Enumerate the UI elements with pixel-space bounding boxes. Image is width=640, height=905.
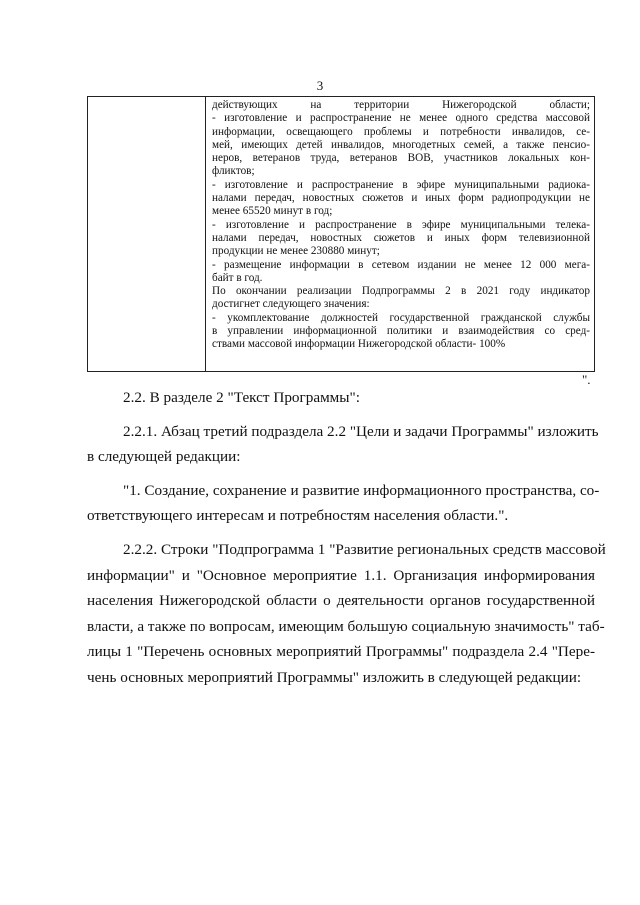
table-cell-line: - изготовление и распространение не менее одного средства массовой (212, 112, 590, 125)
paragraph-line: населения Нижегородской области о деятельности органов государственной (87, 592, 595, 610)
paragraph-line: ответствующего интересам и потребностям населения области.". (87, 507, 509, 525)
closing-quote: ". (582, 372, 591, 387)
table-cell-line: продукции не менее 230880 минут; (212, 245, 380, 258)
page-number: 3 (316, 78, 324, 93)
paragraph-line: 2.2.2. Строки "Подпрограмма 1 "Развитие региональных средств массовой (123, 540, 606, 558)
paragraph-line: лицы 1 "Перечень основных мероприятий Программы" подраздела 2.4 "Пере- (87, 643, 595, 661)
paragraph-quote (87, 478, 600, 529)
table-cell-line: в управлении информационной политики и взаимодействия со сред- (212, 325, 590, 338)
table-cell-line: информации, освещающего проблемы и потребности инвалидов, се- (212, 125, 590, 138)
table-cell-line: мей, имеющих детей инвалидов, многодетных семей, а также пенсио- (212, 138, 590, 151)
table-cell-line: налами передач, новостных сюжетов и иных форм телевизионной (212, 231, 590, 244)
paragraph-line: чень основных мероприятий Программы" изложить в следующей редакции: (87, 668, 582, 686)
table-cell-line: действующих на территории Нижегородской области; (212, 99, 590, 111)
document-body (87, 385, 606, 691)
paragraph-2-2-2 (87, 537, 606, 691)
table-cell-line: байт в год. (212, 271, 263, 284)
paragraph-line: власти, а также по вопросам, имеющим большую социальную значимость" таб- (87, 617, 605, 635)
table-cell-line: фликтов; (212, 165, 255, 178)
table-cell-line: По окончании реализации Подпрограммы 2 в 2021 году индикатор (212, 285, 590, 298)
table-cell-line: - изготовление и распространение в эфире муниципальными радиока- (212, 178, 590, 191)
table-cell-line: - размещение информации в сетевом издании не менее 12 000 мега- (212, 258, 590, 271)
table-cell-line: налами передач, новостных сюжетов и иных форм радиопродукции не (212, 192, 590, 205)
table-right-cell (206, 97, 594, 371)
paragraph-2-2-1 (87, 419, 599, 470)
table-cell-line: менее 65520 минут в год; (212, 205, 333, 218)
paragraph-line: в следующей редакции: (87, 448, 241, 466)
table-cell-line: ствами массовой информации Нижегородской области- 100% (212, 338, 506, 351)
table-left-cell (88, 97, 206, 371)
paragraph-line: "1. Создание, сохранение и развитие информационного пространства, со- (123, 481, 600, 499)
program-table (87, 96, 595, 372)
paragraph-line: 2.2.1. Абзац третий подраздела 2.2 "Цели и задачи Программы" изложить (123, 422, 599, 440)
paragraph-line: 2.2. В разделе 2 "Текст Программы": (123, 389, 360, 406)
paragraph-2-2 (87, 385, 595, 411)
table-cell-line: - изготовление и распространение в эфире муниципальными телека- (212, 218, 590, 231)
table-cell-line: неров, ветеранов труда, ветеранов ВОВ, участников локальных кон- (212, 152, 590, 165)
table-cell-line: - укомплектование должностей государственной гражданской службы (212, 311, 590, 324)
table-cell-line: достигнет следующего значения: (212, 298, 370, 311)
paragraph-line: информации" и "Основное мероприятие 1.1. Организация информирования (87, 566, 595, 584)
